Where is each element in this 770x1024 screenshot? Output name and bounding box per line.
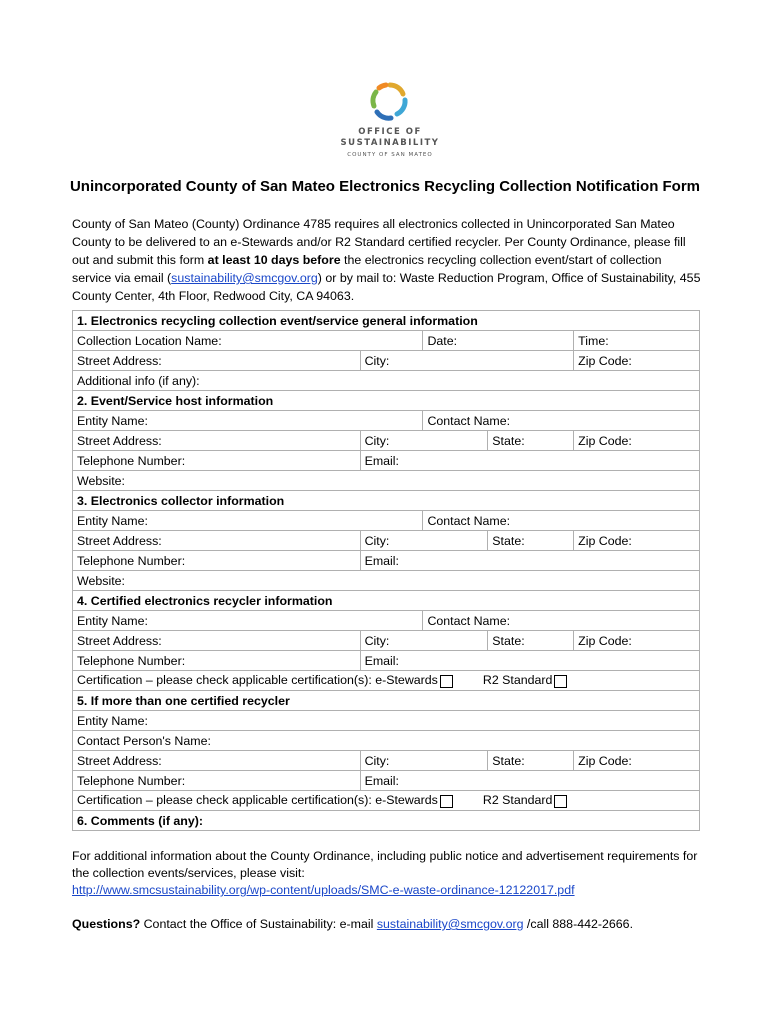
host-street-address-field[interactable]: Street Address: [73,431,361,451]
intro-email-link[interactable]: sustainability@smcgov.org [171,271,318,285]
host-telephone-field[interactable]: Telephone Number: [73,451,361,471]
logo-text-sustainability: SUSTAINABILITY [340,138,440,148]
host-contact-name-field[interactable]: Contact Name: [423,411,700,431]
collector-zip-code-field[interactable]: Zip Code: [574,531,700,551]
recycler-telephone-field[interactable]: Telephone Number: [73,651,361,671]
recycler-entity-name-field[interactable]: Entity Name: [73,611,423,631]
collector-city-field[interactable]: City: [360,531,488,551]
form-title: Unincorporated County of San Mateo Electronics Recycling Collection Notification Form [69,178,701,195]
logo-text-county: COUNTY OF SAN MATEO [347,152,433,158]
recycler-zip-code-field[interactable]: Zip Code: [574,631,700,651]
section-4-header: 4. Certified electronics recycler information [73,591,700,611]
recycler2-telephone-field[interactable]: Telephone Number: [73,771,361,791]
recycler2-r2-label: R2 Standard [482,793,553,808]
questions-label: Questions? [72,917,141,931]
recycler-r2-checkbox[interactable] [554,675,567,688]
section-1-header: 1. Electronics recycling collection event/service general information [73,311,700,331]
recycler-r2-label: R2 Standard [482,673,553,688]
host-entity-name-field[interactable]: Entity Name: [73,411,423,431]
recycler-contact-name-field[interactable]: Contact Name: [423,611,700,631]
zip-code-field[interactable]: Zip Code: [574,351,700,371]
collector-email-field[interactable]: Email: [360,551,699,571]
recycler2-state-field[interactable]: State: [488,751,574,771]
intro-text-3: ) or by mail to: Waste Reduction Program, Office of Sustainability, 455 County Center, 4th Floor, Redwood City, CA 94063. [72,271,701,303]
collector-contact-name-field[interactable]: Contact Name: [423,511,700,531]
intro-deadline: at least 10 days before [207,253,341,267]
footer-text: For additional information about the County Ordinance, including public notice and advertisement requirements for the collection events/services, please visit: [72,849,698,880]
street-address-field[interactable]: Street Address: [73,351,361,371]
recycler2-email-field[interactable]: Email: [360,771,699,791]
logo-text-office-of: OFFICE OF [358,127,422,137]
section-2-header: 2. Event/Service host information [73,391,700,411]
recycler-e-stewards-checkbox[interactable] [440,675,453,688]
time-field[interactable]: Time: [574,331,700,351]
questions-text: Contact the Office of Sustainability: e-mail [140,917,377,931]
recycler2-certification-row [73,791,700,811]
collector-street-address-field[interactable]: Street Address: [73,531,361,551]
intro-paragraph [72,215,702,305]
recycler-street-address-field[interactable]: Street Address: [73,631,361,651]
notification-form-table [72,310,700,831]
recycler-certification-label: Certification – please check applicable certification(s): e-Stewards [77,673,438,688]
office-of-sustainability-logo [340,80,440,170]
host-state-field[interactable]: State: [488,431,574,451]
recycler2-street-address-field[interactable]: Street Address: [73,751,361,771]
additional-info-field[interactable]: Additional info (if any): [73,371,700,391]
recycler2-r2-checkbox[interactable] [554,795,567,808]
sustainability-logo-icon [367,80,413,124]
questions-line [72,917,712,931]
collection-location-field[interactable]: Collection Location Name: [73,331,423,351]
recycler2-e-stewards-checkbox[interactable] [440,795,453,808]
questions-phone: /call 888-442-2666. [523,917,634,931]
section-6-comments-field[interactable]: 6. Comments (if any): [73,811,700,831]
host-email-field[interactable]: Email: [360,451,699,471]
recycler2-entity-name-field[interactable]: Entity Name: [73,711,700,731]
recycler2-zip-code-field[interactable]: Zip Code: [574,751,700,771]
intro-text-2: the electronics recycling collection event/start of collection service via email ( [72,253,662,285]
section-3-header: 3. Electronics collector information [73,491,700,511]
collector-telephone-field[interactable]: Telephone Number: [73,551,361,571]
recycler-city-field[interactable]: City: [360,631,488,651]
host-website-field[interactable]: Website: [73,471,700,491]
date-field[interactable]: Date: [423,331,574,351]
section-5-header: 5. If more than one certified recycler [73,691,700,711]
recycler2-city-field[interactable]: City: [360,751,488,771]
host-zip-code-field[interactable]: Zip Code: [574,431,700,451]
collector-entity-name-field[interactable]: Entity Name: [73,511,423,531]
city-field[interactable]: City: [360,351,574,371]
questions-email-link[interactable]: sustainability@smcgov.org [376,917,524,931]
collector-state-field[interactable]: State: [488,531,574,551]
additional-information [72,848,702,899]
intro-text-1: County of San Mateo (County) Ordinance 4785 requires all electronics collected in Unincorporated San Mateo County to be delivered to an e-Stewards and/or R2 Standard certified recycler. Per County Ordinance, please fill out and submit this form [72,217,686,267]
recycler2-certification-label: Certification – please check applicable certification(s): e-Stewards [77,793,438,808]
recycler-state-field[interactable]: State: [488,631,574,651]
ordinance-url-link[interactable]: http://www.smcsustainability.org/wp-content/uploads/SMC-e-waste-ordinance-12122017.pdf [72,883,575,897]
recycler-email-field[interactable]: Email: [360,651,699,671]
recycler2-contact-person-field[interactable]: Contact Person's Name: [73,731,700,751]
recycler-certification-row [73,671,700,691]
collector-website-field[interactable]: Website: [73,571,700,591]
host-city-field[interactable]: City: [360,431,488,451]
